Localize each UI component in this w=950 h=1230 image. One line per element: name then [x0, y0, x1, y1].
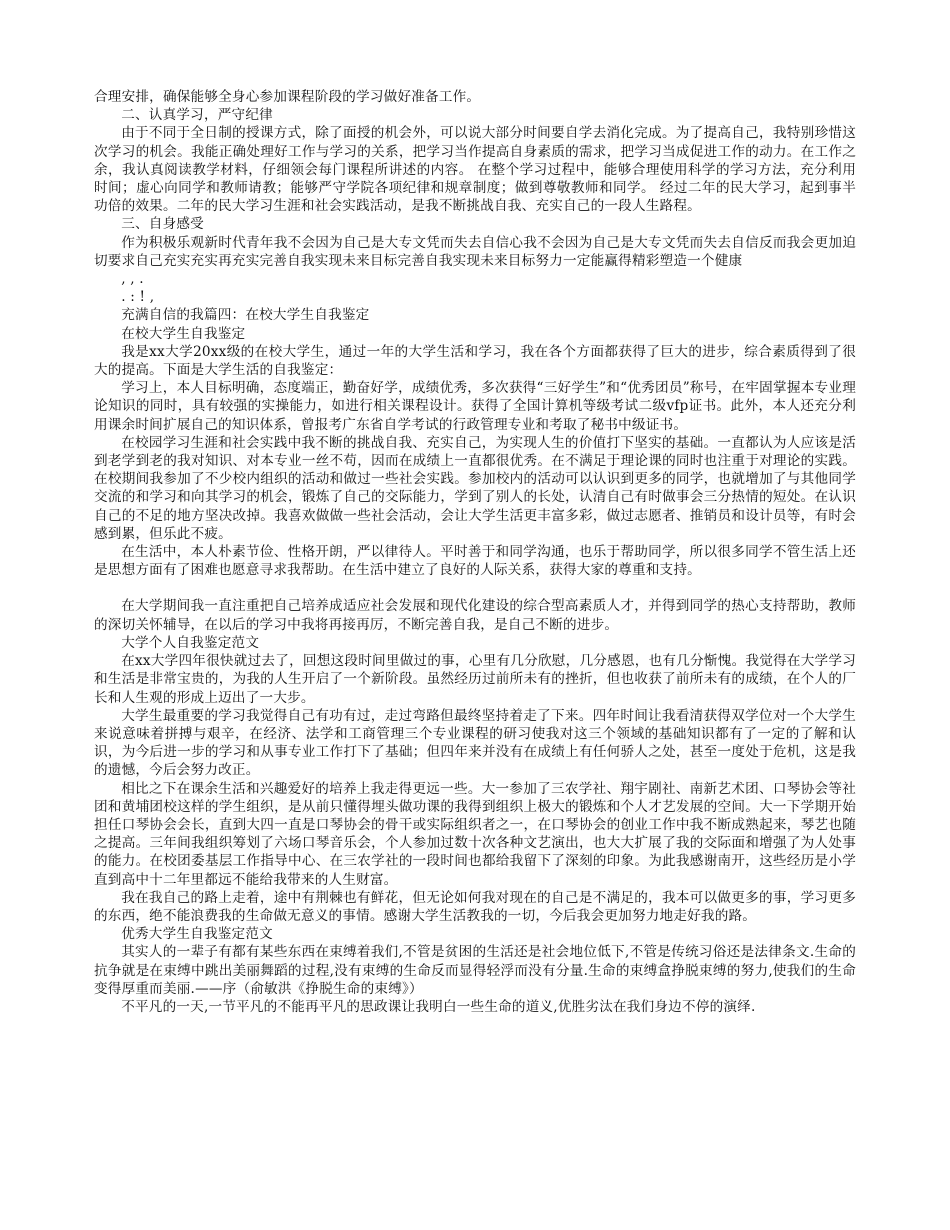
paragraph: 在校园学习生涯和社会实践中我不断的挑战自我、充实自己，为实现人生的价值打下坚实的基础。一直都认为人应该是活到老学到老的我对知识、对本专业一丝不苟，因而在成绩上一直都很优秀。在不满足于理论课的同时也注重于对理论的实践。在校期间我参加了不少校内组织的活动和做过一些社会实践。参加校内的活动可以认识到更多的同学，也就增加了与其他同学交流的和学习和向其学习的机会，锻炼了自己的交际能力，学到了别人的长处，认清自己有时做事会三分热情的短处。在认识自己的不足的地方坚决改掉。我喜欢做做一些社会活动，会让大学生活更丰富多彩，做过志愿者、推销员和设计员等，有时会感到累，但乐此不疲。: [94, 434, 856, 542]
article-title: 充满自信的我篇四：在校大学生自我鉴定: [121, 307, 370, 324]
paragraph: 合理安排，确保能够全身心参加课程阶段的学习做好准备工作。: [94, 89, 481, 105]
paragraph: 其实人的一辈子有都有某些东西在束缚着我们,不管是贫困的生活还是社会地位低下,不管是传统习俗还是法律条文.生命的抗争就是在束缚中跳出美丽舞蹈的过程,没有束缚的生命反而显得轻浮而没有分量.生命的束缚盒挣脱束缚的努力,使我们的生命变得厚重而美丽.——序（俞敏洪《挣脱生命的束缚》）: [94, 944, 856, 997]
paragraph: 学习上，本人目标明确，态度端正，勤奋好学，成绩优秀，多次获得“三好学生”和“优秀团员”称号，在牢固掌握本专业理论知识的同时，具有较强的实操能力，如进行相关课程设计。获得了全国计算机等级考试二级vfp证书。此外，本人还充分利用课余时间扩展自己的知识体系，曾报考广东省自学考试的行政管理专业和考取了秘书中级证书。: [94, 380, 856, 433]
paragraph: 相比之下在课余生活和兴趣爱好的培养上我走得更远一些。大一参加了三农学社、翔宇剧社、南新艺术团、口琴协会等社团和黄埔团校这样的学生组织，是从前只懂得埋头做功课的我得到组织上极大的锻炼和个人才艺发展的空间。大一下学期开始担任口琴协会会长，直到大四一直是口琴协会的骨干或实际组织者之一，在口琴协会的创业工作中我不断成熟起来，琴艺也随之提高。三年间我组织筹划了六场口琴音乐会，个人参加过数十次各种文艺演出，也大大扩展了我的交际面和增强了为人处事的能力。在校团委基层工作指导中心、在三农学社的一段时间也都给我留下了深刻的印象。为此我感谢南开，这些经历是小学直到高中十二年里都远不能给我带来的人生财富。: [94, 780, 856, 888]
section-heading: 三、自身感受: [121, 216, 204, 233]
paragraph: 不平凡的一天,一节平凡的不能再平凡的思政课让我明白一些生命的道义,优胜劣汰在我们身边不停的演绎.: [121, 998, 756, 1015]
section-heading: 在校大学生自我鉴定: [121, 325, 246, 342]
section-heading: 二、认真学习，严守纪律: [121, 107, 273, 124]
paragraph: 大学生最重要的学习我觉得自己有功有过，走过弯路但最终坚持着走了下来。四年时间让我看清获得双学位对一个大学生来说意味着拼搏与艰辛，在经济、法学和工商管理三个专业课程的研习使我对这三个领域的基础知识都有了一定的了解和认识，为今后进一步的学习和从事专业工作打下了基础；但四年来并没有在成绩上有任何骄人之处，甚至一度处于危机，这是我的遗憾，今后会努力改正。: [94, 707, 856, 779]
paragraph: 我在我自己的路上走着，途中有荆棘也有鲜花，但无论如何我对现在的自己是不满足的，我本可以做更多的事，学习更多的东西，绝不能浪费我的生命做无意义的事情。感谢大学生活教我的一切，今后我会更加努力地走好我的路。: [94, 889, 856, 924]
section-heading: 优秀大学生自我鉴定范文: [121, 926, 273, 943]
paragraph: 在xx大学四年很快就过去了，回想这段时间里做过的事，心里有几分欣慰，几分感恩，也有几分惭愧。我觉得在大学学习和生活是非常宝贵的，为我的人生开启了一个新阶段。虽然经历过前所未有的挫折，但也收获了前所未有的成绩，在个人的厂长和人生观的形成上迈出了一大步。: [94, 653, 856, 706]
punctuation-line: . : ! ,: [121, 289, 155, 306]
paragraph: 我是xx大学20xx级的在校大学生，通过一年的大学生活和学习，我在各个方面都获得了巨大的进步，综合素质得到了很大的提高。下面是大学生活的自我鉴定：: [94, 343, 856, 379]
punctuation-line: , , .: [121, 271, 144, 288]
paragraph: 在生活中，本人朴素节俭、性格开朗，严以律待人。平时善于和同学沟通，也乐于帮助同学，所以很多同学不管生活上还是思想方面有了困难也愿意寻求我帮助。在生活中建立了良好的人际关系，获得大家的尊重和支持。: [94, 544, 856, 579]
paragraph: 作为积极乐观新时代青年我不会因为自己是大专文凭而失去自信心我不会因为自己是大专文凭而失去自信反而我会更加迫切要求自己充实充实再充实完善自我实现未来目标完善自我实现未来目标努力一定能赢得精彩塑造一个健康: [94, 234, 856, 269]
paragraph: 由于不同于全日制的授课方式，除了面授的机会外，可以说大部分时间要自学去消化完成。为了提高自己，我特别珍惜这次学习的机会。我能正确处理好工作与学习的关系，把学习当作提高自身素质的需求，把学习当成促进工作的动力。在工作之余，我认真阅读教学材料，仔细领会每门课程所讲述的内容。 在整个学习过程中，能够合理使用科学的学习方法，充分利用时间；虚心向同学和教师请教；能够严守学院各项纪律和规章制度；做到尊敬教师和同学。 经过二年的民大学习，起到事半功倍的效果。二年的民大学习生涯和社会实践活动，是我不断挑战自我、充实自己的一段人生路程。: [94, 125, 856, 215]
paragraph: 在大学期间我一直注重把自己培养成适应社会发展和现代化建设的综合型高素质人才，并得到同学的热心支持帮助，教师的深切关怀辅导，在以后的学习中我将再接再厉，不断完善自我，是自己不断的进步。: [94, 598, 856, 633]
blank-line: [94, 579, 856, 597]
section-heading: 大学个人自我鉴定范文: [121, 634, 260, 651]
